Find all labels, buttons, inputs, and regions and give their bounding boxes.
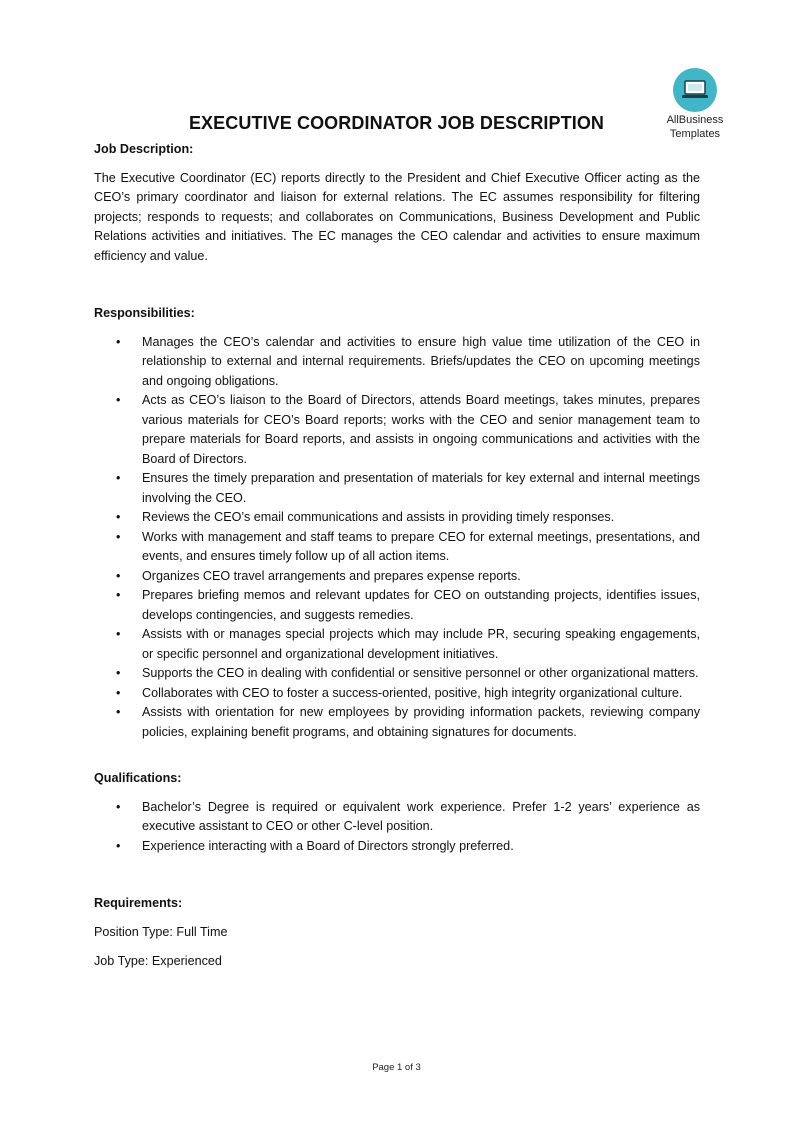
bullet-icon: • [116, 685, 121, 700]
qualifications-heading: Qualifications: [94, 771, 182, 785]
bullet-icon: • [116, 529, 121, 544]
list-item-text: Manages the CEO’s calendar and activities to ensure high value time utilization of the CEO in relationship to external and internal requirements. Briefs/updates the CEO on upcoming meetings and ongoing obligations. [142, 334, 700, 388]
bullet-icon: • [116, 588, 121, 602]
bullet-icon: • [116, 334, 121, 349]
list-item [94, 703, 700, 742]
list-item-text: Reviews the CEO’s email communications and assists in providing timely responses. [142, 510, 615, 524]
bullet-icon: • [116, 627, 121, 641]
bullet-icon: • [116, 568, 121, 583]
bullet-icon: • [116, 705, 121, 719]
job-type: Job Type: Experienced [94, 954, 222, 968]
job-description-text: The Executive Coordinator (EC) reports directly to the President and Chief Executive Officer acting as the CEO’s primary coordinator and liaison for external relations. The EC assumes responsibility for filtering projects; responds to requests; and collaborates on Communications, Business Development and Public Relations activities and initiatives. The EC manages the CEO calendar and activities to ensure maximum efficiency and value. [94, 170, 700, 263]
page-number: Page 1 of 3 [372, 1062, 421, 1073]
list-item [94, 837, 700, 857]
list-item-text: Collaborates with CEO to foster a success-oriented, positive, high integrity organizational culture. [142, 685, 683, 700]
list-item-text: Acts as CEO’s liaison to the Board of Directors, attends Board meetings, takes minutes, prepares various materials for CEO’s Board reports; works with the CEO and senior management team to prepare materials for Board reports, and assists in ongoing communications and activities with the Board of Directors. [142, 393, 700, 466]
list-item-text: Bachelor’s Degree is required or equivalent work experience. Prefer 1-2 years’ experience as executive assistant to CEO or other C-level position. [142, 799, 700, 833]
bullet-icon: • [116, 393, 121, 407]
bullet-icon: • [116, 510, 121, 524]
bullet-icon: • [116, 471, 121, 485]
list-item-text: Supports the CEO in dealing with confidential or sensitive personnel or other organizational matters. [142, 666, 699, 680]
document-title: EXECUTIVE COORDINATOR JOB DESCRIPTION [188, 113, 605, 133]
list-item [94, 798, 700, 837]
requirements-heading: Requirements: [94, 896, 183, 910]
list-item [94, 528, 700, 567]
bullet-icon: • [116, 799, 121, 814]
document-body [94, 140, 700, 972]
list-item-text: Organizes CEO travel arrangements and prepares expense reports. [142, 568, 521, 583]
logo-text-line2: Templates [669, 128, 721, 140]
responsibilities-heading: Responsibilities: [94, 306, 195, 320]
bullet-icon: • [116, 838, 121, 853]
bullet-icon: • [116, 666, 121, 680]
list-item-text: Works with management and staff teams to prepare CEO for external meetings, presentations, and events, and ensures timely follow up of all action items. [142, 529, 700, 563]
list-item [94, 586, 700, 625]
position-type: Position Type: Full Time [94, 924, 228, 939]
list-item [94, 508, 700, 528]
list-item [94, 391, 700, 469]
responsibilities-list [94, 333, 700, 743]
list-item [94, 625, 700, 664]
list-item [94, 684, 700, 704]
list-item-text: Experience interacting with a Board of Directors strongly preferred. [142, 838, 514, 853]
list-item [94, 333, 700, 392]
job-description-heading: Job Description: [94, 142, 194, 156]
list-item-text: Prepares briefing memos and relevant updates for CEO on outstanding projects, identifies issues, develops contingencies, and suggests remedies. [142, 588, 700, 622]
qualifications-list [94, 798, 700, 857]
list-item-text: Assists with or manages special projects which may include PR, securing speaking engagements, or specific personnel and organizational development initiatives. [142, 627, 700, 661]
list-item-text: Assists with orientation for new employees by providing information packets, reviewing company policies, explaining benefit programs, and obtaining signatures for documents. [142, 705, 700, 739]
logo-text-line1: AllBusiness [666, 114, 724, 126]
list-item [94, 469, 700, 508]
laptop-icon [673, 68, 717, 112]
list-item [94, 567, 700, 587]
list-item [94, 664, 700, 684]
list-item-text: Ensures the timely preparation and presentation of materials for key external and internal meetings involving the CEO. [142, 471, 700, 505]
